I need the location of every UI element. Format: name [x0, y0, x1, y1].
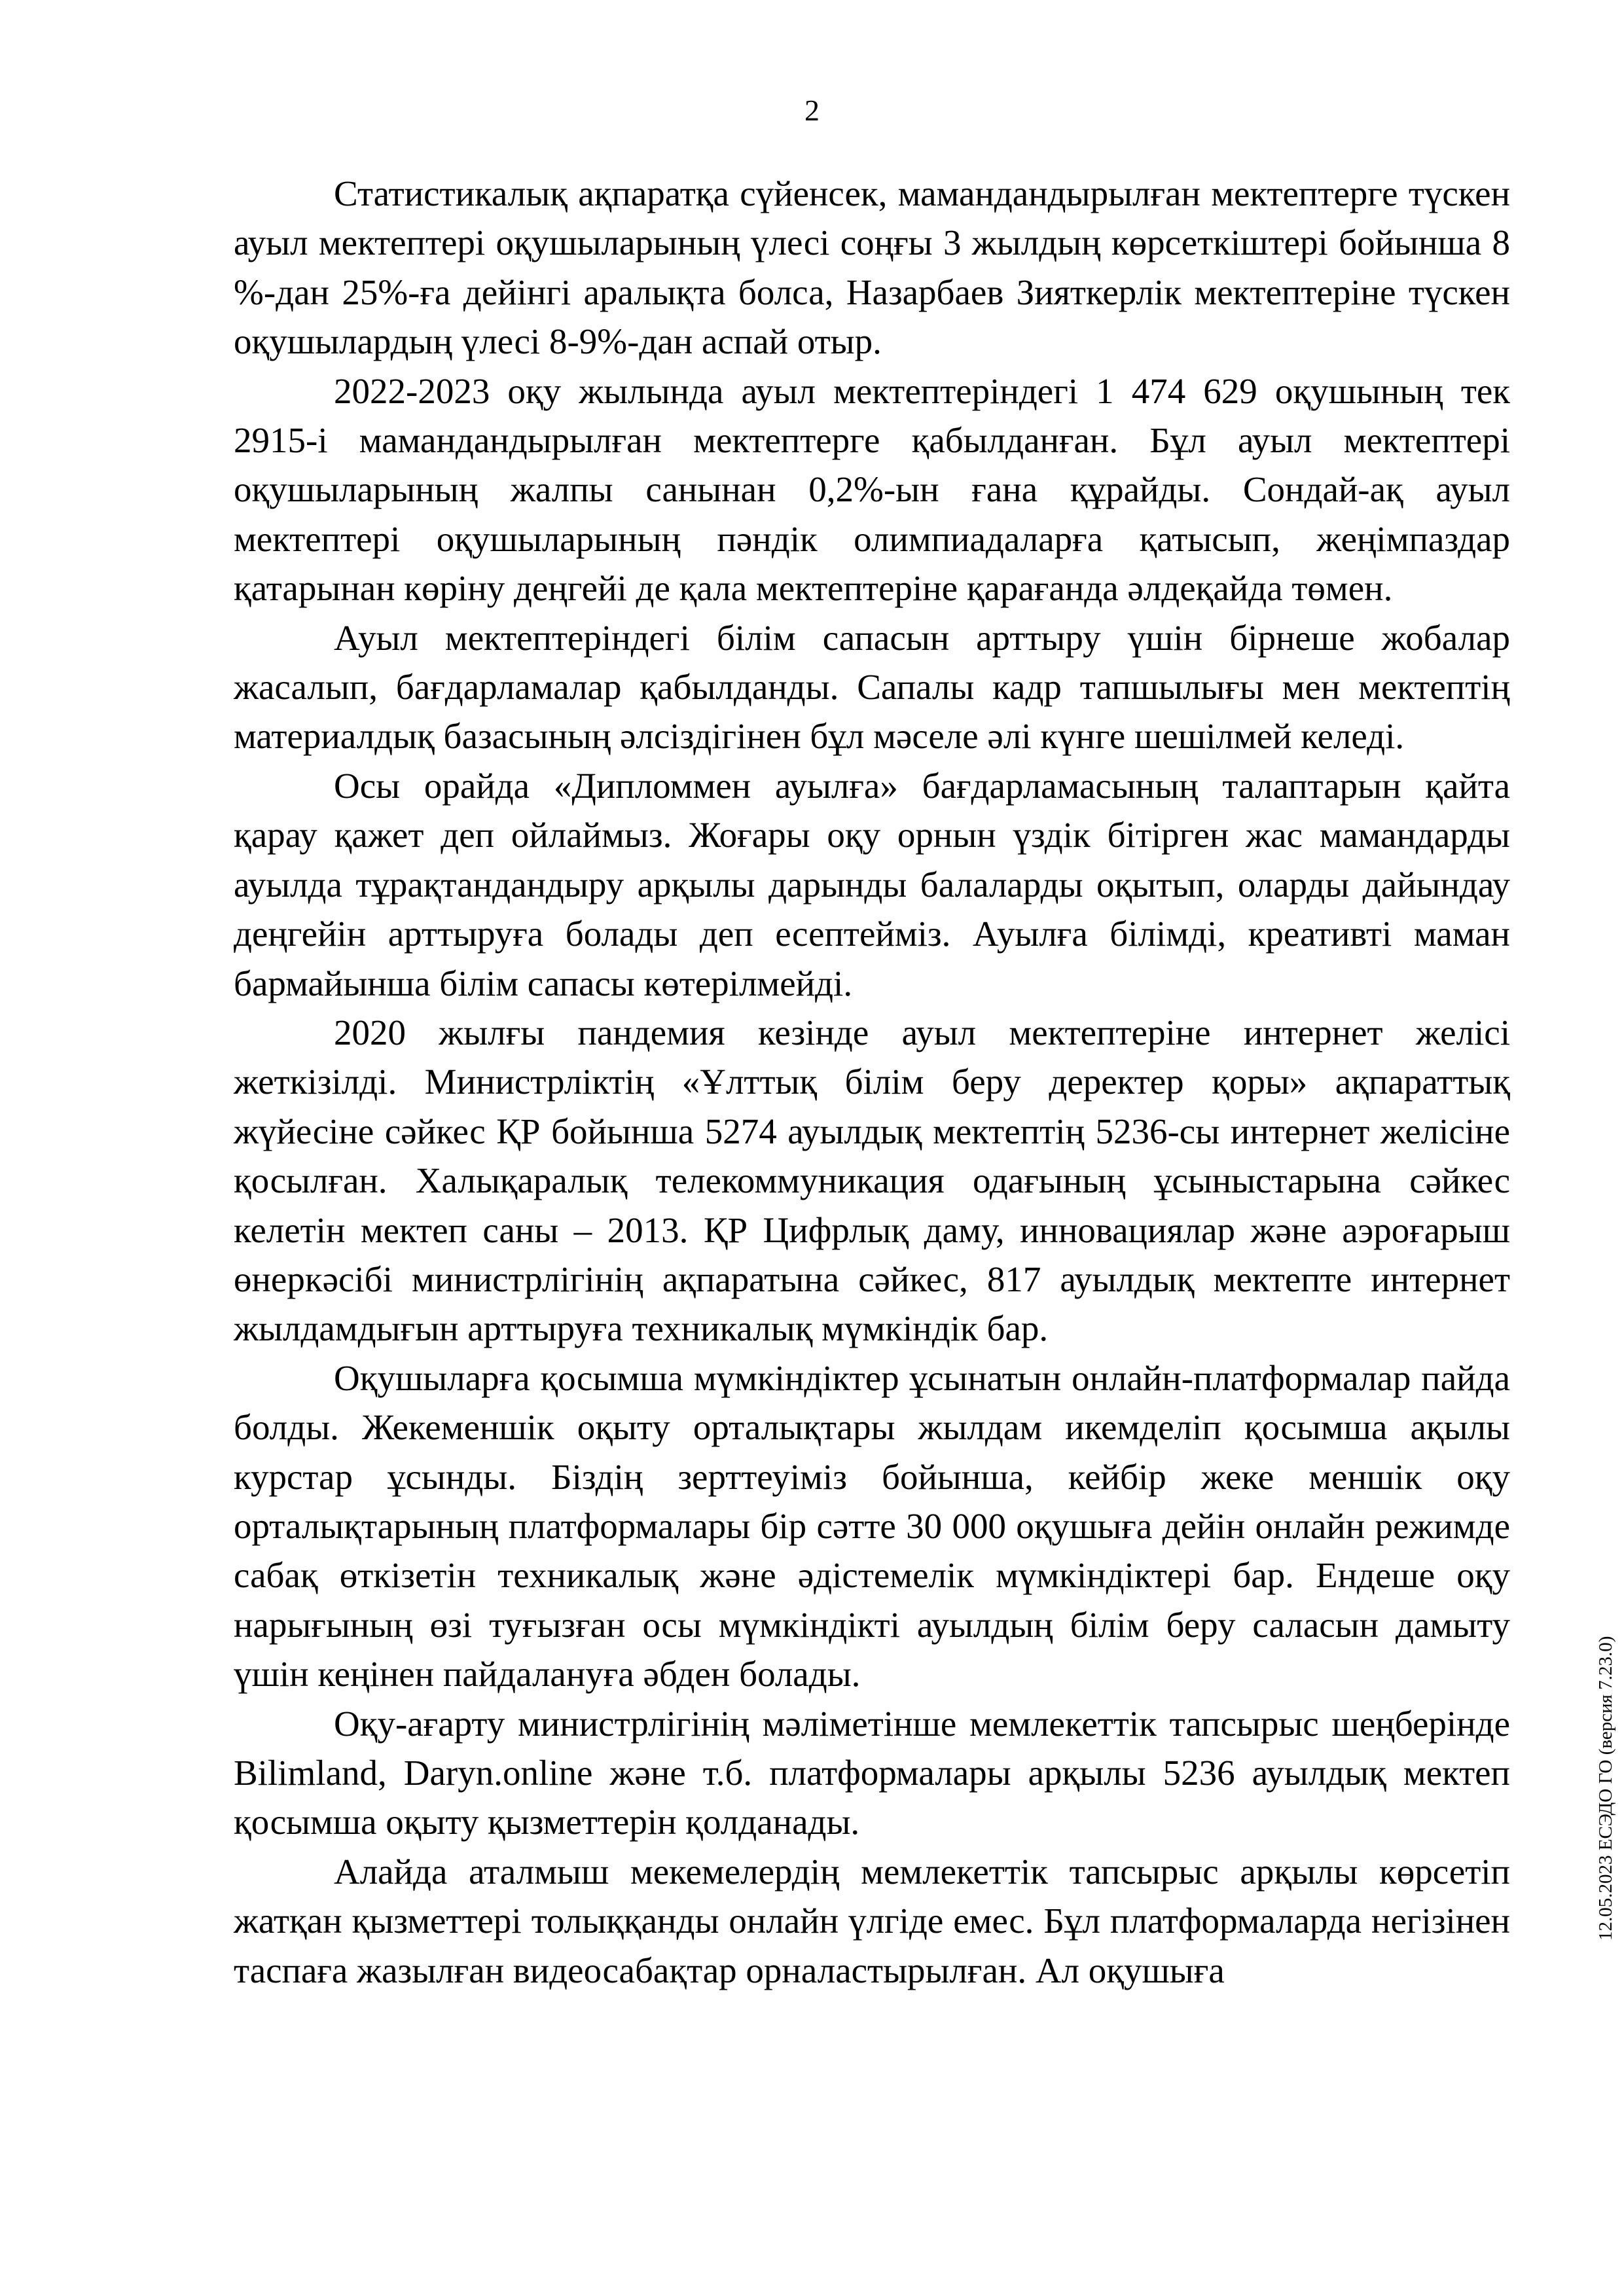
paragraph-5: 2020 жылғы пандемия кезінде ауыл мектептеріне интернет желісі жеткізілді. Министрліктің «Ұлттық білім беру деректер қоры» ақпараттық жүйесіне сәйкес ҚР бойынша 5274 ауылдық мектептің 5236-сы интернет желісіне қосылған. Халықаралық телекоммуникация одағының ұсыныстарына сәйкес келетін мектеп саны – 2013. ҚР Цифрлық даму, инновациялар және аэроғарыш өнеркәсібі министрлігінің ақпаратына сәйкес, 817 ауылдық мектепте интернет жылдамдығын арттыруға техникалық мүмкіндік бар. — [234, 1012, 1510, 1349]
paragraph-7: Оқу-ағарту министрлігінің мәліметінше мемлекеттік тапсырыс шеңберінде Bilimland, Daryn.online және т.б. платформалары арқылы 5236 ауылдық мектеп қосымша оқыту қызметтерін қолданады. — [234, 1703, 1510, 1842]
paragraph-6: Оқушыларға қосымша мүмкіндіктер ұсынатын онлайн-платформалар пайда болды. Жекеменшік оқыту орталықтары жылдам икемделіп қосымша ақылы курстар ұсынды. Біздің зерттеуіміз бойынша, кейбір жеке меншік оқу орталықтарының платформалары бір сәтте 30 000 оқушыға дейін онлайн режимде сабақ өткізетін техникалық және әдістемелік мүмкіндіктері бар. Ендеше оқу нарығының өзі туғызған осы мүмкіндікті ауылдың білім беру саласын дамыту үшін кеңінен пайдалануға әбден болады. — [234, 1357, 1510, 1695]
paragraph-4: Осы орайда «Дипломмен ауылға» бағдарламасының талаптарын қайта қарау қажет деп ойлаймыз. Жоғары оқу орнын үздік бітірген жас мамандарды ауылда тұрақтандандыру арқылы дарынды балаларды оқытып, оларды дайындау деңгейін арттыруға болады деп есептейміз. Ауылға білімді, креативті маман бармайынша білім сапасы көтерілмейді. — [234, 765, 1510, 1003]
document-body — [234, 169, 1510, 1995]
side-registration-stamp: 12.05.2023 ЕСЭДО ГО (версия 7.23.0) — [1595, 1636, 1616, 1941]
paragraph-8: Алайда аталмыш мекемелердің мемлекеттік тапсырыс арқылы көрсетіп жатқан қызметтері толыққанды онлайн үлгіде емес. Бұл платформаларда негізінен таспаға жазылған видеосабақтар орналастырылған. Ал оқушыға — [234, 1851, 1510, 1990]
page-number: 2 — [804, 94, 820, 127]
paragraph-2: 2022-2023 оқу жылында ауыл мектептеріндегі 1 474 629 оқушының тек 2915-і мамандандырылған мектептерге қабылданған. Бұл ауыл мектептері оқушыларының жалпы санынан 0,2%-ын ғана құрайды. Сондай-ақ ауыл мектептері оқушыларының пәндік олимпиадаларға қатысып, жеңімпаздар қатарынан көріну деңгейі де қала мектептеріне қарағанда әлдеқайда төмен. — [234, 370, 1510, 609]
paragraph-1: Статистикалық ақпаратқа сүйенсек, мамандандырылған мектептерге түскен ауыл мектептері оқушыларының үлесі соңғы 3 жылдың көрсеткіштері бойынша 8 %-дан 25%-ға дейінгі аралықта болса, Назарбаев Зияткерлік мектептеріне түскен оқушылардың үлесі 8-9%-дан аспай отыр. — [234, 173, 1510, 362]
paragraph-3: Ауыл мектептеріндегі білім сапасын арттыру үшін бірнеше жобалар жасалып, бағдарламалар қабылданды. Сапалы кадр тапшылығы мен мектептің материалдық базасының әлсіздігінен бұл мәселе әлі күнге шешілмей келеді. — [234, 617, 1510, 757]
